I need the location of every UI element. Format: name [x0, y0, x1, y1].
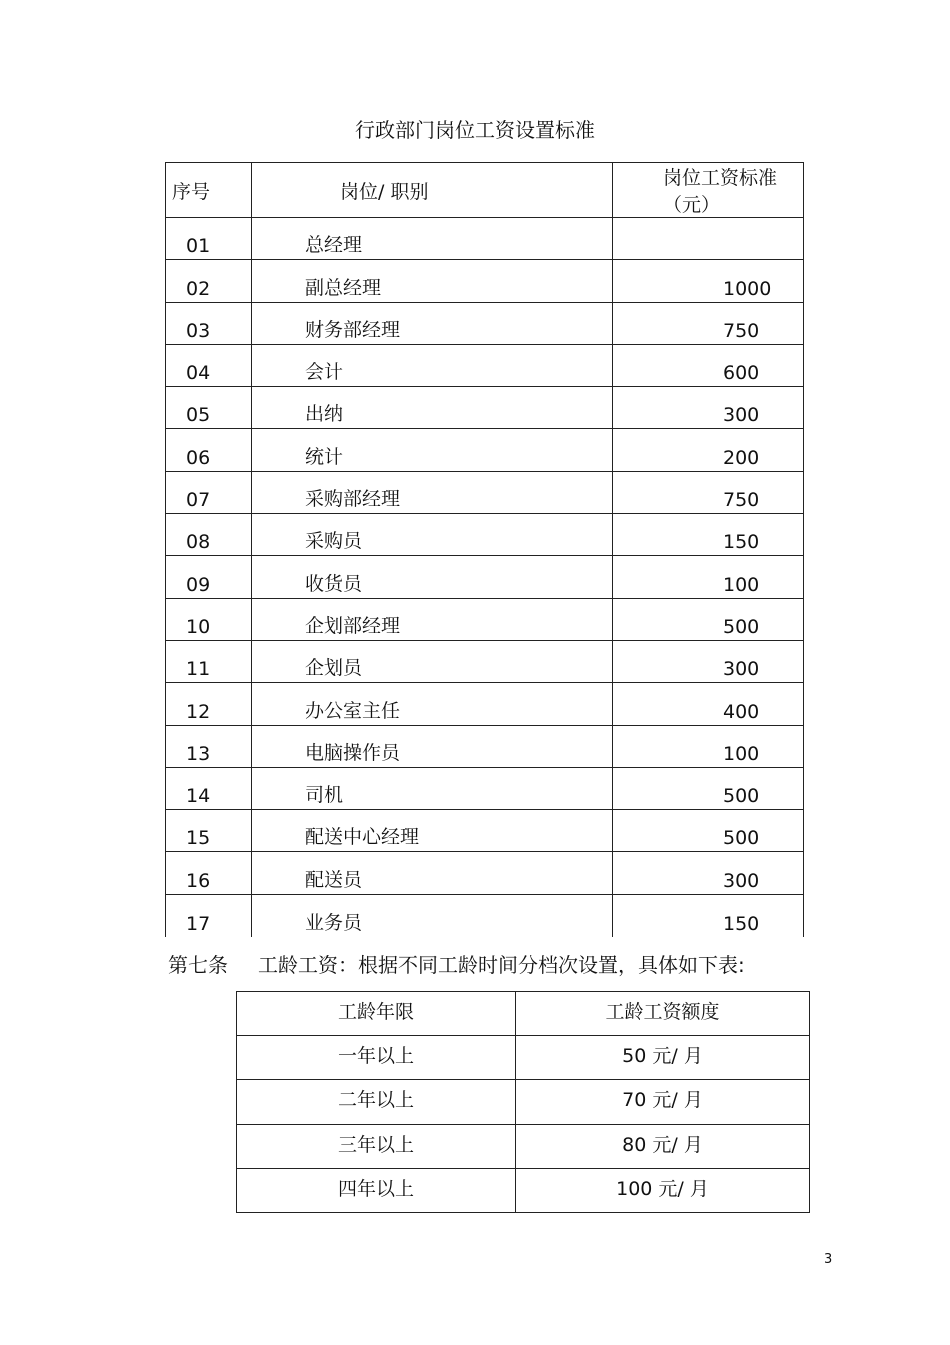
row-position: 业务员 [252, 894, 613, 936]
table-header-row [237, 992, 810, 1036]
row-standard: 400 [613, 683, 804, 725]
row-amount: 80 元/ 月 [516, 1124, 810, 1168]
row-standard: 500 [613, 810, 804, 852]
row-standard: 500 [613, 598, 804, 640]
row-position: 企划员 [252, 640, 613, 682]
row-no: 12 [166, 683, 252, 725]
row-position: 总经理 [252, 218, 613, 260]
row-standard: 600 [613, 344, 804, 386]
table-row [166, 852, 804, 894]
row-position: 企划部经理 [252, 598, 613, 640]
row-amount: 100 元/ 月 [516, 1168, 810, 1212]
row-standard: 100 [613, 725, 804, 767]
table-row [166, 767, 804, 809]
row-no: 10 [166, 598, 252, 640]
table-row [166, 810, 804, 852]
table-row [237, 1124, 810, 1168]
table-row [166, 598, 804, 640]
table-row [237, 1168, 810, 1212]
row-position: 配送中心经理 [252, 810, 613, 852]
table-row [166, 640, 804, 682]
seniority-wage-table [236, 991, 810, 1213]
header-no: 序号 [166, 163, 252, 218]
table-row [166, 218, 804, 260]
row-standard [613, 218, 804, 260]
row-position: 会计 [252, 344, 613, 386]
row-no: 11 [166, 640, 252, 682]
header-term: 工龄年限 [237, 992, 516, 1036]
row-standard: 300 [613, 640, 804, 682]
table-row [166, 471, 804, 513]
row-standard: 300 [613, 852, 804, 894]
row-standard: 150 [613, 894, 804, 936]
row-no: 01 [166, 218, 252, 260]
table-row [166, 514, 804, 556]
row-amount: 50 元/ 月 [516, 1036, 810, 1080]
seniority-table-body [237, 1036, 810, 1213]
header-standard: 岗位工资标准（元） [613, 163, 804, 218]
row-term: 一年以上 [237, 1036, 516, 1080]
row-term: 三年以上 [237, 1124, 516, 1168]
row-term: 二年以上 [237, 1080, 516, 1124]
row-standard: 750 [613, 302, 804, 344]
row-standard: 150 [613, 514, 804, 556]
row-no: 17 [166, 894, 252, 936]
row-standard: 300 [613, 387, 804, 429]
row-no: 03 [166, 302, 252, 344]
table-row [237, 1036, 810, 1080]
row-no: 14 [166, 767, 252, 809]
row-standard: 750 [613, 471, 804, 513]
row-position: 出纳 [252, 387, 613, 429]
row-no: 02 [166, 260, 252, 302]
article-label: 第七条 [168, 953, 228, 977]
row-standard: 500 [613, 767, 804, 809]
row-position: 收货员 [252, 556, 613, 598]
page-title: 行政部门岗位工资设置标准 [355, 118, 595, 142]
row-position: 办公室主任 [252, 683, 613, 725]
table-row [166, 302, 804, 344]
position-salary-table [165, 162, 804, 937]
table-row [166, 429, 804, 471]
table-row [166, 725, 804, 767]
salary-table-body [166, 218, 804, 937]
table-row [166, 260, 804, 302]
row-position: 司机 [252, 767, 613, 809]
row-no: 06 [166, 429, 252, 471]
header-position: 岗位/ 职别 [252, 163, 613, 218]
row-amount: 70 元/ 月 [516, 1080, 810, 1124]
header-amount: 工龄工资额度 [516, 992, 810, 1036]
row-term: 四年以上 [237, 1168, 516, 1212]
row-standard: 100 [613, 556, 804, 598]
row-no: 09 [166, 556, 252, 598]
table-header-row [166, 163, 804, 218]
row-position: 采购部经理 [252, 471, 613, 513]
row-no: 15 [166, 810, 252, 852]
table-row [166, 556, 804, 598]
table-row [166, 344, 804, 386]
row-position: 采购员 [252, 514, 613, 556]
row-position: 副总经理 [252, 260, 613, 302]
article-text: 工龄工资：根据不同工龄时间分档次设置，具体如下表: [258, 953, 745, 977]
row-no: 16 [166, 852, 252, 894]
row-position: 财务部经理 [252, 302, 613, 344]
row-standard: 1000 [613, 260, 804, 302]
row-no: 13 [166, 725, 252, 767]
row-no: 05 [166, 387, 252, 429]
table-row [166, 683, 804, 725]
row-position: 配送员 [252, 852, 613, 894]
row-no: 04 [166, 344, 252, 386]
table-row [166, 387, 804, 429]
table-row [237, 1080, 810, 1124]
article-seven [168, 949, 745, 978]
row-position: 统计 [252, 429, 613, 471]
page-number: 3 [824, 1252, 833, 1267]
row-standard: 200 [613, 429, 804, 471]
row-no: 08 [166, 514, 252, 556]
row-no: 07 [166, 471, 252, 513]
table-row [166, 894, 804, 936]
row-position: 电脑操作员 [252, 725, 613, 767]
